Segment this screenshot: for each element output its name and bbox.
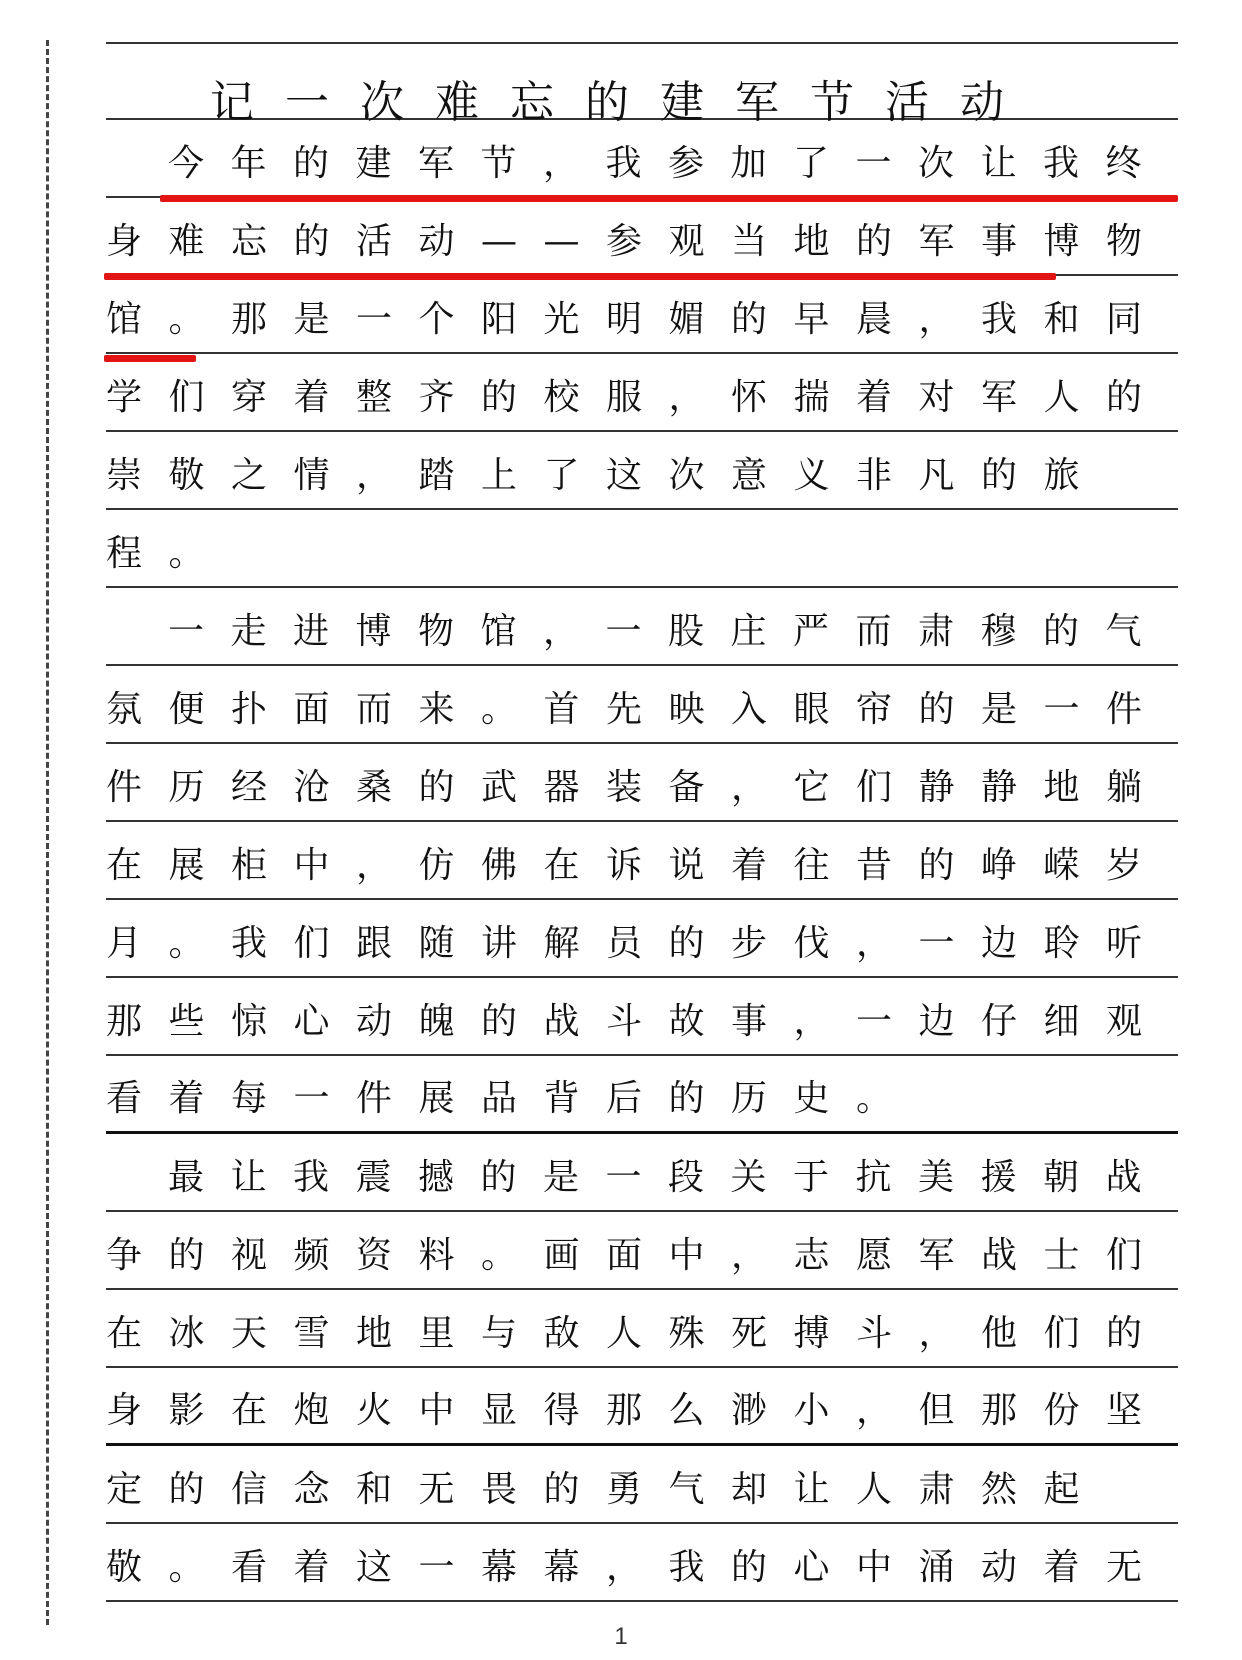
top-rule xyxy=(106,42,1178,44)
title-row xyxy=(106,62,1178,128)
text-line xyxy=(106,1212,1178,1290)
line-text: 在展柜中，仿佛在诉说着往昔的峥嵘岁 xyxy=(106,845,1169,886)
text-line xyxy=(106,432,1178,510)
text-line xyxy=(106,198,1178,276)
line-text: 最让我震撼的是一段关于抗美援朝战 xyxy=(168,1157,1169,1198)
handwriting-lines xyxy=(106,120,1178,1602)
line-text: 身影在炮火中显得那么渺小，但那份坚 xyxy=(106,1390,1169,1431)
text-line xyxy=(106,822,1178,900)
text-line xyxy=(106,510,1178,588)
line-text: 那些惊心动魄的战斗故事，一边仔细观 xyxy=(106,1001,1169,1042)
line-text: 在冰天雪地里与敌人殊死搏斗，他们的 xyxy=(106,1313,1169,1354)
line-text: 今年的建军节，我参加了一次让我终 xyxy=(168,143,1169,184)
page-title: 记一次难忘的建军节活动 xyxy=(210,77,1035,128)
text-line xyxy=(106,744,1178,822)
line-text: 崇敬之情，踏上了这次意义非凡的旅 xyxy=(106,455,1107,496)
line-text: 身难忘的活动——参观当地的军事博物 xyxy=(106,221,1169,262)
line-text: 馆。那是一个阳光明媚的早晨，我和同 xyxy=(106,299,1169,340)
text-line xyxy=(106,1290,1178,1368)
line-text: 程。 xyxy=(106,533,232,574)
page-number: 1 xyxy=(614,1623,628,1650)
line-text: 敬。看着这一幕幕，我的心中涌动着无 xyxy=(106,1547,1169,1588)
text-line xyxy=(106,1524,1178,1602)
text-line xyxy=(106,978,1178,1056)
line-text: 件历经沧桑的武器装备，它们静静地躺 xyxy=(106,767,1169,808)
line-text: 争的视频资料。画面中，志愿军战士们 xyxy=(106,1235,1169,1276)
text-line xyxy=(106,120,1178,198)
line-text: 氛便扑面而来。首先映入眼帘的是一件 xyxy=(106,689,1169,730)
text-line xyxy=(106,276,1178,354)
line-text: 定的信念和无畏的勇气却让人肃然起 xyxy=(106,1469,1107,1510)
text-line xyxy=(106,1134,1178,1212)
line-text: 一走进博物馆，一股庄严而肃穆的气 xyxy=(168,611,1169,652)
margin-dashed-rule xyxy=(46,40,49,1625)
text-line xyxy=(106,588,1178,666)
text-line xyxy=(106,666,1178,744)
line-text: 学们穿着整齐的校服，怀揣着对军人的 xyxy=(106,377,1169,418)
line-text: 看着每一件展品背后的历史。 xyxy=(106,1078,919,1119)
line-text: 月。我们跟随讲解员的步伐，一边聆听 xyxy=(106,923,1169,964)
text-line xyxy=(106,1446,1178,1524)
text-line xyxy=(106,354,1178,432)
text-line xyxy=(106,1368,1178,1446)
text-line xyxy=(106,1056,1178,1134)
text-line xyxy=(106,900,1178,978)
